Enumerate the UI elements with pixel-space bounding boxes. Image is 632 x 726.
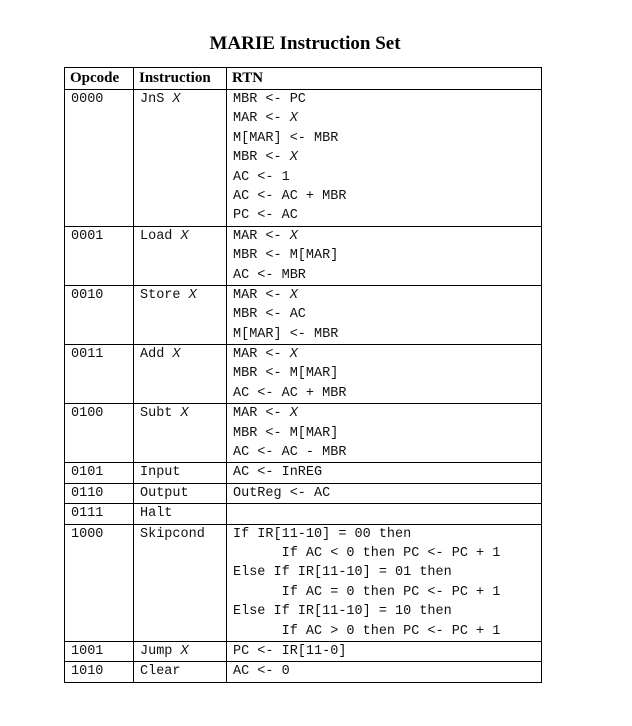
rtn-text: MBR <- (233, 150, 290, 166)
rtn-line (233, 563, 535, 582)
rtn-text: If AC = 0 then PC <- PC + 1 (233, 584, 501, 600)
rtn-line (233, 246, 535, 265)
rtn-line (233, 227, 535, 246)
instruction-cell (134, 226, 227, 285)
rtn-text: AC <- InREG (233, 465, 323, 481)
rtn-operand: X (289, 406, 298, 422)
rtn-line (233, 168, 535, 187)
rtn-text: MBR <- M[MAR] (233, 366, 339, 382)
rtn-line (233, 525, 535, 544)
rtn-operand: X (289, 287, 298, 303)
rtn-text: Else If IR[11-10] = 01 then (233, 565, 452, 581)
instruction-mnemonic: Input (140, 465, 181, 481)
instruction-cell (134, 90, 227, 227)
opcode-cell (65, 404, 134, 463)
rtn-line (233, 90, 535, 109)
rtn-text: If AC > 0 then PC <- PC + 1 (233, 623, 501, 639)
rtn-cell (227, 90, 542, 227)
rtn-cell (227, 345, 542, 404)
instruction-mnemonic: Clear (140, 664, 181, 680)
opcode-cell (65, 504, 134, 524)
opcode-value: 1010 (71, 664, 104, 680)
instruction-mnemonic: Skipcond (140, 526, 205, 542)
instruction-value (140, 662, 220, 681)
rtn-line (233, 463, 535, 482)
table-row (65, 641, 542, 661)
opcode-value: 1001 (71, 643, 104, 659)
table-row (65, 524, 542, 641)
instruction-value (140, 227, 220, 246)
opcode-value: 0010 (71, 287, 104, 303)
opcode-value: 0101 (71, 465, 104, 481)
instruction-value (140, 504, 220, 523)
header-rtn: RTN (227, 68, 542, 90)
header-opcode: Opcode (65, 68, 134, 90)
opcode-cell (65, 641, 134, 661)
table-row (65, 404, 542, 463)
table-row (65, 90, 542, 227)
instruction-value (140, 90, 220, 109)
instruction-cell (134, 524, 227, 641)
rtn-empty (233, 504, 535, 523)
rtn-text: AC <- 1 (233, 169, 290, 185)
instruction-mnemonic: Subt (140, 406, 173, 422)
rtn-text: AC <- MBR (233, 267, 306, 283)
opcode-value: 1000 (71, 526, 104, 542)
table-row (65, 483, 542, 503)
rtn-text: MAR <- (233, 111, 290, 127)
instruction-value (140, 463, 220, 482)
instruction-cell (134, 404, 227, 463)
rtn-text: If AC < 0 then PC <- PC + 1 (233, 545, 501, 561)
rtn-text: AC <- 0 (233, 664, 290, 680)
instruction-mnemonic: Add (140, 347, 165, 363)
opcode-cell (65, 345, 134, 404)
rtn-line (233, 404, 535, 423)
rtn-cell (227, 226, 542, 285)
instruction-cell (134, 483, 227, 503)
rtn-text: If IR[11-10] = 00 then (233, 526, 412, 542)
table-row (65, 345, 542, 404)
rtn-line (233, 345, 535, 364)
rtn-text: MAR <- (233, 347, 290, 363)
rtn-line (233, 286, 535, 305)
opcode-cell (65, 483, 134, 503)
rtn-line (233, 622, 535, 641)
opcode-value: 0001 (71, 228, 104, 244)
instruction-cell (134, 285, 227, 344)
instruction-operand: X (180, 228, 189, 244)
instruction-cell (134, 504, 227, 524)
rtn-text: MBR <- PC (233, 92, 306, 107)
table-body (65, 90, 542, 683)
instruction-cell (134, 662, 227, 682)
instruction-value (140, 286, 220, 305)
rtn-line (233, 642, 535, 661)
instruction-mnemonic: Load (140, 228, 173, 244)
instruction-value (140, 484, 220, 503)
rtn-line (233, 662, 535, 681)
rtn-text: MBR <- M[MAR] (233, 248, 339, 264)
opcode-value: 0000 (71, 92, 104, 107)
instruction-cell (134, 345, 227, 404)
rtn-line (233, 443, 535, 462)
instruction-mnemonic: Jump (140, 643, 173, 659)
instruction-mnemonic: JnS (140, 92, 165, 107)
rtn-line (233, 484, 535, 503)
opcode-value: 0011 (71, 347, 104, 363)
instruction-operand: X (172, 347, 181, 363)
rtn-operand: X (289, 228, 298, 244)
instruction-value (140, 345, 220, 364)
rtn-text: AC <- AC + MBR (233, 188, 347, 204)
rtn-line (233, 424, 535, 443)
table-row (65, 285, 542, 344)
rtn-cell (227, 285, 542, 344)
rtn-operand: X (289, 150, 298, 166)
rtn-line (233, 544, 535, 563)
instruction-operand: X (172, 92, 181, 107)
rtn-text: MAR <- (233, 287, 290, 303)
rtn-line (233, 206, 535, 225)
instruction-value (140, 404, 220, 423)
rtn-operand: X (289, 111, 298, 127)
opcode-value: 0111 (71, 506, 104, 522)
rtn-line (233, 602, 535, 621)
rtn-line (233, 364, 535, 383)
rtn-text: OutReg <- AC (233, 485, 331, 501)
rtn-operand: X (289, 347, 298, 363)
instruction-operand: X (180, 406, 189, 422)
opcode-value: 0100 (71, 406, 104, 422)
rtn-line (233, 148, 535, 167)
rtn-line (233, 384, 535, 403)
rtn-line (233, 129, 535, 148)
opcode-value: 0110 (71, 485, 104, 501)
instruction-cell (134, 641, 227, 661)
rtn-cell (227, 641, 542, 661)
instruction-value (140, 642, 220, 661)
rtn-text: M[MAR] <- MBR (233, 130, 339, 146)
opcode-cell (65, 226, 134, 285)
instruction-mnemonic: Halt (140, 506, 173, 522)
page-title: MARIE Instruction Set (209, 33, 401, 54)
rtn-text: MBR <- M[MAR] (233, 425, 339, 441)
rtn-cell (227, 524, 542, 641)
rtn-cell (227, 662, 542, 682)
instruction-mnemonic: Output (140, 485, 189, 501)
opcode-cell (65, 285, 134, 344)
rtn-text: M[MAR] <- MBR (233, 326, 339, 342)
header-instruction: Instruction (134, 68, 227, 90)
instruction-set-table (64, 67, 542, 683)
rtn-cell (227, 483, 542, 503)
rtn-text: PC <- IR[11-0] (233, 643, 347, 659)
rtn-text: Else If IR[11-10] = 10 then (233, 604, 452, 620)
table-row (65, 662, 542, 682)
rtn-text: AC <- AC + MBR (233, 385, 347, 401)
instruction-cell (134, 463, 227, 483)
table-row (65, 463, 542, 483)
opcode-cell (65, 662, 134, 682)
rtn-line (233, 325, 535, 344)
rtn-line (233, 266, 535, 285)
instruction-mnemonic: Store (140, 287, 181, 303)
opcode-cell (65, 463, 134, 483)
rtn-line (233, 305, 535, 324)
rtn-text: MBR <- AC (233, 307, 306, 323)
opcode-cell (65, 90, 134, 227)
instruction-value (140, 525, 220, 544)
table-row (65, 226, 542, 285)
rtn-cell (227, 404, 542, 463)
opcode-cell (65, 524, 134, 641)
table-header-row (65, 68, 542, 90)
rtn-text: AC <- AC - MBR (233, 445, 347, 461)
rtn-text: PC <- AC (233, 208, 298, 224)
rtn-cell (227, 463, 542, 483)
instruction-operand: X (188, 287, 197, 303)
instruction-operand: X (180, 643, 189, 659)
table-row (65, 504, 542, 524)
rtn-cell (227, 504, 542, 524)
rtn-line (233, 109, 535, 128)
rtn-line (233, 187, 535, 206)
rtn-text: MAR <- (233, 406, 290, 422)
rtn-text: MAR <- (233, 228, 290, 244)
rtn-line (233, 583, 535, 602)
